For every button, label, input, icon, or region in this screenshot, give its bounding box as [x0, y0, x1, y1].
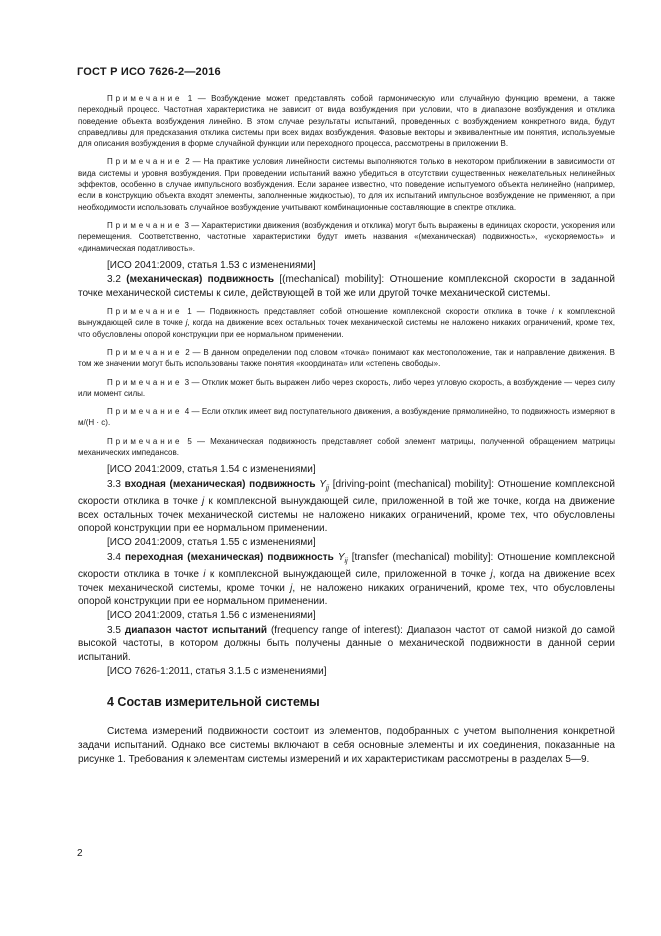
term-name: диапазон частот испытаний — [124, 624, 267, 636]
term-3-4: 3.4 переходная (механическая) подвижность $Y_{ij}$ [transfer (mechanical) mobility]: Отношение комплексной скорости отклика в точке i к комплексной вынуждающей силе, приложенной в точке j, когда на движение всех точек механической системы, кроме точки j, не наложено никаких ограничений, кроме тех, что обусловлены опорой конструкции при ее нормальном применении. — [78, 551, 616, 607]
document-header: ГОСТ Р ИСО 7626-2—2016 — [77, 66, 221, 78]
note-label: Примечание — [107, 307, 183, 317]
page-content — [78, 93, 615, 766]
note-3-2-4: Примечание 4 — Если отклик имеет вид поступательного движения, а возбуждение прямолинейно, то подвижность измеряют в м/(Н · с). — [78, 407, 615, 428]
note-label: Примечание — [107, 347, 183, 357]
term-name: переходная (механическая) подвижность — [125, 551, 334, 563]
term-name: входная (механическая) подвижность — [124, 478, 316, 490]
source-reference: [ИСО 2041:2009, статья 1.53 с изменениями] — [107, 259, 316, 271]
symbol: $Y_{jj}$ — [319, 478, 330, 492]
note-2-general: Примечание 2 — На практике условия линейности системы выполняются только в некотором приближении в зависимости от вида системы и уровня возбуждения. При проведении испытаний важно убедиться в отсутствии существенных нежелательных нелинейных эффектов, особенно в случае импульсного возбуждения. Если заранее известно, что поведение испытуемого объекта нелинейно (например, если в конструкцию объекта входят элементы, заполненные жидкостью), то для их испытаний импульсное возбуждение не применяют, а при необходимости использовать случайное возбуждение учитывают комбинационные составляющие в спектре отклика. — [78, 157, 615, 212]
note-label: Примечание — [107, 220, 183, 230]
section-4-text: Система измерений подвижности состоит из элементов, подобранных с учетом выполнения конкретной задачи испытаний. Однако все системы включают в себя основные элементы и их соединения, показанные на рисунке 1. Требования к элементам системы измерений и их характеристикам рассмотрены в разделах 5—9. — [78, 726, 615, 765]
note-1-general: Примечание 1 — Возбуждение может представлять собой гармоническую или случайную функцию времени, а также переходный процесс. Частотная характеристика не зависит от вида возбуждения при условии, что в диапазоне возбуждения и отклика поведение объекта возбуждения линейно. В этом случае результаты испытаний, проведенных с возбуждением конкретного вида, будут справедливы для предсказания отклика системы при всех видах возбуждения. Фазовые векторы и эквивалентные им понятия, используемые для описания возбуждения в форме случайной функции или переходного процесса, рассмотрены в приложении В. — [78, 94, 615, 149]
note-label: Примечание — [107, 436, 183, 446]
source-reference: [ИСО 7626-1:2011, статья 3.1.5 с изменениями] — [107, 666, 327, 678]
note-label: Примечание — [107, 94, 183, 103]
term-3-2: 3.2 (механическая) подвижность [(mechanical) mobility]: Отношение комплексной скорости в заданной точке механической системы к силе, действующей в той же или другой точке механической системы. — [78, 274, 615, 299]
note-label: Примечание — [107, 407, 183, 417]
note-3-general: Примечание 3 — Характеристики движения (возбуждения и отклика) могут быть выражены в единицах скорости, ускорения или перемещения. Соответственно, частотные характеристики будут иметь названия «(механическая) подвижность», «ускоряемость» и «динамическая податливость». — [78, 220, 615, 253]
note-3-2-1: Примечание 1 — Подвижность представляет собой отношение комплексной скорости отклика в точке i к комплексной вынуждающей силе в точке j, когда на движение всех остальных точек механической системы не наложено никаких ограничений, кроме тех, что обусловлены опорой конструкции при ее нормальном применении. — [78, 307, 615, 339]
term-3-3: 3.3 входная (механическая) подвижность $Y_{jj}$ [driving-point (mechanical) mobility]: Отношение комплексной скорости отклика в точке j к комплексной вынуждающей силе, приложенной в той же точке, когда на движение всех остальных точек механической системы не наложено никаких ограничений, кроме тех, что обусловлены опорой конструкции при ее нормальном применении. — [78, 478, 615, 534]
note-label: Примечание — [107, 377, 183, 387]
note-label: Примечание — [107, 157, 183, 167]
note-3-2-3: Примечание 3 — Отклик может быть выражен либо через скорость, либо через угловую скорость, а возбуждение — через силу или момент силы. — [78, 377, 615, 398]
term-3-5: 3.5 диапазон частот испытаний (frequency range of interest): Диапазон частот от самой низкой до самой высокой частоты, в котором должны быть получены данные о механической подвижности в данной серии испытаний. — [78, 624, 615, 663]
source-reference: [ИСО 2041:2009, статья 1.56 с изменениями] — [107, 610, 316, 622]
note-3-2-2: Примечание 2 — В данном определении под словом «точка» понимают как местоположение, так и направление движения. В том же значении могут быть использованы также понятия «координата» или «степень свободы». — [78, 347, 615, 369]
source-reference: [ИСО 2041:2009, статья 1.54 с изменениями] — [107, 464, 316, 476]
symbol: $Y_{ij}$ — [337, 551, 348, 565]
note-3-2-5: Примечание 5 — Механическая подвижность представляет собой элемент матрицы, полученной обращением матрицы механических импедансов. — [78, 436, 615, 458]
term-name: (механическая) подвижность — [126, 274, 275, 286]
page-number: 2 — [77, 848, 83, 859]
section-4-heading: 4 Состав измерительной системы — [107, 695, 320, 710]
source-reference: [ИСО 2041:2009, статья 1.55 с изменениями] — [107, 537, 316, 549]
